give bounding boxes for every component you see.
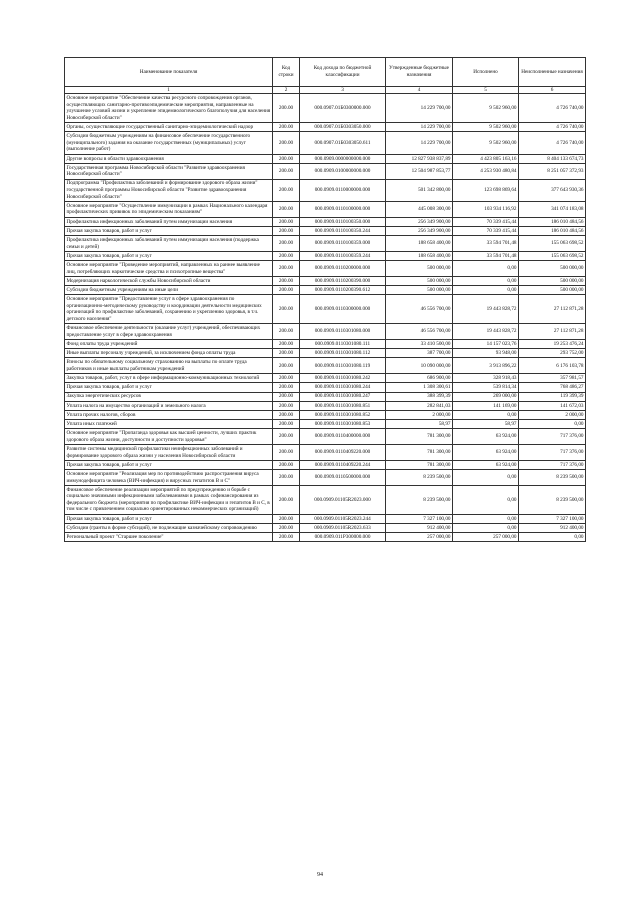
table-row bbox=[65, 470, 586, 486]
row-unexecuted: 0,00 bbox=[519, 533, 586, 542]
row-executed: 19 443 828,72 bbox=[453, 295, 519, 324]
table-row bbox=[65, 349, 586, 358]
row-unexecuted: 27 112 871,28 bbox=[519, 295, 586, 324]
row-line-code: 200.00 bbox=[273, 154, 300, 163]
row-approved: 8 239 500,00 bbox=[386, 485, 453, 514]
row-approved: 500 000,00 bbox=[386, 261, 453, 277]
row-approved: 10 090 000,00 bbox=[386, 358, 453, 374]
row-income-code: 000.0909.0000000000.000 bbox=[300, 154, 386, 163]
row-approved: 7 327 100,00 bbox=[386, 514, 453, 523]
row-income-code: 000.0909.01105R2023.244 bbox=[300, 514, 386, 523]
row-line-code: 200.00 bbox=[273, 132, 300, 154]
row-line-code: 200.00 bbox=[273, 324, 300, 340]
budget-table-container bbox=[64, 57, 585, 542]
table-row bbox=[65, 236, 586, 252]
row-unexecuted: 717 376,00 bbox=[519, 445, 586, 461]
table-row bbox=[65, 227, 586, 236]
row-line-code: 200.00 bbox=[273, 261, 300, 277]
row-executed: 269 000,00 bbox=[453, 392, 519, 401]
row-line-code: 200.00 bbox=[273, 514, 300, 523]
table-row bbox=[65, 460, 586, 469]
row-name: Уплата прочих налогов, сборов bbox=[65, 411, 273, 420]
row-executed: 63 924,00 bbox=[453, 460, 519, 469]
row-name: Субсидии бюджетным учреждениям на иные цели bbox=[65, 286, 273, 295]
row-executed: 4 423 805 163,16 bbox=[453, 154, 519, 163]
column-number: 5 bbox=[453, 86, 519, 94]
row-unexecuted: 8 251 057 372,93 bbox=[519, 163, 586, 179]
row-income-code: 000.0907.01Б0303050.611 bbox=[300, 132, 386, 154]
table-row bbox=[65, 411, 586, 420]
table-row bbox=[65, 154, 586, 163]
column-number-row bbox=[65, 86, 586, 94]
row-name: Органы, осуществляющие государственный санитарно-эпидемиологический надзор bbox=[65, 123, 273, 132]
table-row bbox=[65, 485, 586, 514]
table-row bbox=[65, 252, 586, 261]
row-line-code: 200.00 bbox=[273, 252, 300, 261]
row-name: Фонд оплаты труда учреждений bbox=[65, 340, 273, 349]
row-approved: 8 239 500,00 bbox=[386, 470, 453, 486]
row-line-code: 200.00 bbox=[273, 533, 300, 542]
row-executed: 0,00 bbox=[453, 261, 519, 277]
table-row bbox=[65, 276, 586, 285]
row-executed: 63 924,00 bbox=[453, 429, 519, 445]
row-line-code: 200.00 bbox=[273, 460, 300, 469]
column-number: 2 bbox=[273, 86, 300, 94]
row-name: Развитие системы медицинской профилактики неинфекционных заболеваний и формирование здорового образа жизни у населения Новосибирской области bbox=[65, 445, 273, 461]
row-approved: 501 342 800,00 bbox=[386, 179, 453, 201]
row-approved: 1 308 300,61 bbox=[386, 383, 453, 392]
row-income-code: 000.0909.0110301080.111 bbox=[300, 340, 386, 349]
row-unexecuted: 341 074 183,08 bbox=[519, 202, 586, 218]
row-name: Уплата иных платежей bbox=[65, 420, 273, 429]
row-name: Прочая закупка товаров, работ и услуг bbox=[65, 383, 273, 392]
row-line-code: 200.00 bbox=[273, 383, 300, 392]
row-income-code: 000.0909.0110500000.000 bbox=[300, 470, 386, 486]
column-number: 6 bbox=[519, 86, 586, 94]
row-name: Основное мероприятие "Предоставление услуг в сфере здравоохранения по организационно-методическому руководству и координации деятельности медицинских организаций по профилактике заболеваний, сохранению и укреплению здоровья, в т.ч. детского населения" bbox=[65, 295, 273, 324]
row-unexecuted: 119 399,39 bbox=[519, 392, 586, 401]
table-row bbox=[65, 429, 586, 445]
row-approved: 256 349 900,00 bbox=[386, 227, 453, 236]
header-line-code: Код строки bbox=[273, 58, 300, 87]
row-line-code: 200.00 bbox=[273, 236, 300, 252]
row-income-code: 000.0909.0110301080.853 bbox=[300, 420, 386, 429]
row-income-code: 000.0909.0110301080.112 bbox=[300, 349, 386, 358]
row-executed: 70 339 415,44 bbox=[453, 227, 519, 236]
row-executed: 33 594 701,48 bbox=[453, 252, 519, 261]
row-unexecuted: 19 253 476,24 bbox=[519, 340, 586, 349]
table-row bbox=[65, 261, 586, 277]
table-body bbox=[65, 94, 586, 542]
row-line-code: 200.00 bbox=[273, 392, 300, 401]
row-approved: 781 300,00 bbox=[386, 445, 453, 461]
row-income-code: 000.0909.0110301080.242 bbox=[300, 374, 386, 383]
row-executed: 3 913 896,22 bbox=[453, 358, 519, 374]
row-income-code: 000.0909.0110301080.000 bbox=[300, 324, 386, 340]
header-executed: Исполнено bbox=[453, 58, 519, 87]
column-number: 4 bbox=[386, 86, 453, 94]
row-income-code: 000.0909.0110301080.247 bbox=[300, 392, 386, 401]
row-name: Прочая закупка товаров, работ и услуг bbox=[65, 514, 273, 523]
row-executed: 123 698 869,64 bbox=[453, 179, 519, 201]
row-executed: 4 253 930 480,84 bbox=[453, 163, 519, 179]
row-unexecuted: 717 376,00 bbox=[519, 460, 586, 469]
row-name: Финансовое обеспечение деятельности (оказание услуг) учреждений, обеспечивающих предоставление услуг в сфере здравоохранения bbox=[65, 324, 273, 340]
row-name: Закупка товаров, работ, услуг в сфере информационно-коммуникационных технологий bbox=[65, 374, 273, 383]
budget-execution-table bbox=[64, 57, 586, 542]
row-line-code: 200.00 bbox=[273, 295, 300, 324]
row-name: Основное мероприятие "Пропаганда здоровья как высшей ценности, лучших практик здорового образа жизни, доступности и доступности здоровья" bbox=[65, 429, 273, 445]
table-row bbox=[65, 358, 586, 374]
row-name: Основное мероприятие "Проведение мероприятий, направленных на раннее выявление лиц, потребляющих наркотические средства и психотропные вещества" bbox=[65, 261, 273, 277]
row-executed: 9 502 960,00 bbox=[453, 132, 519, 154]
row-approved: 14 229 700,00 bbox=[386, 132, 453, 154]
row-unexecuted: 2 000,00 bbox=[519, 411, 586, 420]
row-name: Субсидии (гранты в форме субсидий), не подлежащие казначейскому сопровождению bbox=[65, 524, 273, 533]
row-line-code: 200.00 bbox=[273, 286, 300, 295]
row-approved: 14 229 700,00 bbox=[386, 123, 453, 132]
table-header-row bbox=[65, 58, 586, 87]
row-executed: 0,00 bbox=[453, 470, 519, 486]
row-line-code: 200.00 bbox=[273, 123, 300, 132]
row-unexecuted: 155 063 698,52 bbox=[519, 236, 586, 252]
row-approved: 188 658 400,00 bbox=[386, 236, 453, 252]
table-row bbox=[65, 392, 586, 401]
row-unexecuted: 377 643 930,36 bbox=[519, 179, 586, 201]
row-line-code: 200.00 bbox=[273, 227, 300, 236]
row-name: Другие вопросы в области здравоохранения bbox=[65, 154, 273, 163]
row-approved: 46 556 700,00 bbox=[386, 324, 453, 340]
row-income-code: 000.0909.01105R2023.000 bbox=[300, 485, 386, 514]
table-row bbox=[65, 163, 586, 179]
row-name: Подпрограмма "Профилактика заболеваний и формирование здорового образа жизни" государственной программы Новосибирской области "Развитие здравоохранения Новосибирской области" bbox=[65, 179, 273, 201]
row-income-code: 000.0909.0110400000.000 bbox=[300, 429, 386, 445]
row-name: Уплата налога на имущество организаций и земельного налога bbox=[65, 401, 273, 410]
row-income-code: 000.0909.011P300000.000 bbox=[300, 533, 386, 542]
row-income-code: 000.0909.0110301080.852 bbox=[300, 411, 386, 420]
row-unexecuted: 4 726 740,00 bbox=[519, 132, 586, 154]
table-row bbox=[65, 286, 586, 295]
row-approved: 500 000,00 bbox=[386, 276, 453, 285]
table-row bbox=[65, 202, 586, 218]
row-approved: 388 399,39 bbox=[386, 392, 453, 401]
row-unexecuted: 8 404 133 674,73 bbox=[519, 154, 586, 163]
table-row bbox=[65, 340, 586, 349]
table-row bbox=[65, 401, 586, 410]
row-line-code: 200.00 bbox=[273, 163, 300, 179]
row-executed: 0,00 bbox=[453, 485, 519, 514]
row-approved: 912 400,00 bbox=[386, 524, 453, 533]
row-income-code: 000.0909.0110100359.244 bbox=[300, 252, 386, 261]
row-approved: 445 008 300,00 bbox=[386, 202, 453, 218]
header-approved: Утвержденные бюджетные назначения bbox=[386, 58, 453, 87]
row-executed: 33 594 701,48 bbox=[453, 236, 519, 252]
row-name: Взносы по обязательному социальному страхованию на выплаты по оплате труда работников и иные выплаты работникам учреждений bbox=[65, 358, 273, 374]
row-executed: 0,00 bbox=[453, 411, 519, 420]
row-unexecuted: 186 010 484,56 bbox=[519, 217, 586, 226]
row-executed: 9 502 960,00 bbox=[453, 123, 519, 132]
row-name: Государственная программа Новосибирской области "Развитие здравоохранения Новосибирской области" bbox=[65, 163, 273, 179]
table-row bbox=[65, 324, 586, 340]
row-executed: 0,00 bbox=[453, 286, 519, 295]
row-approved: 257 000,00 bbox=[386, 533, 453, 542]
row-executed: 63 924,00 bbox=[453, 445, 519, 461]
row-name: Основное мероприятие "Реализация мер по противодействию распространения вируса иммунодефицита человека (ВИЧ-инфекция) и вирусных гепатитов В и С" bbox=[65, 470, 273, 486]
row-line-code: 200.00 bbox=[273, 485, 300, 514]
row-name: Прочая закупка товаров, работ и услуг bbox=[65, 227, 273, 236]
row-approved: 33 410 500,00 bbox=[386, 340, 453, 349]
row-line-code: 200.00 bbox=[273, 524, 300, 533]
row-name: Прочая закупка товаров, работ и услуг bbox=[65, 460, 273, 469]
row-approved: 46 556 700,00 bbox=[386, 295, 453, 324]
row-line-code: 200.00 bbox=[273, 445, 300, 461]
row-approved: 781 300,00 bbox=[386, 429, 453, 445]
header-income-code: Код дохода по бюджетной классификации bbox=[300, 58, 386, 87]
row-line-code: 200.00 bbox=[273, 411, 300, 420]
row-approved: 188 658 400,00 bbox=[386, 252, 453, 261]
row-executed: 141 169,00 bbox=[453, 401, 519, 410]
table-row bbox=[65, 533, 586, 542]
row-approved: 58,97 bbox=[386, 420, 453, 429]
row-executed: 0,00 bbox=[453, 276, 519, 285]
row-executed: 328 918,43 bbox=[453, 374, 519, 383]
row-income-code: 000.0909.0110100000.000 bbox=[300, 202, 386, 218]
row-line-code: 200.00 bbox=[273, 401, 300, 410]
row-name: Модернизация наркологической службы Новосибирской области bbox=[65, 276, 273, 285]
row-line-code: 200.00 bbox=[273, 94, 300, 123]
table-row bbox=[65, 217, 586, 226]
table-row bbox=[65, 445, 586, 461]
row-name: Прочая закупка товаров, работ и услуг bbox=[65, 252, 273, 261]
row-approved: 500 000,00 bbox=[386, 286, 453, 295]
row-unexecuted: 357 981,57 bbox=[519, 374, 586, 383]
row-approved: 12 504 987 853,77 bbox=[386, 163, 453, 179]
row-approved: 387 700,00 bbox=[386, 349, 453, 358]
row-executed: 58,97 bbox=[453, 420, 519, 429]
row-unexecuted: 4 726 740,00 bbox=[519, 94, 586, 123]
row-line-code: 200.00 bbox=[273, 349, 300, 358]
row-income-code: 000.0909.0110200000.000 bbox=[300, 261, 386, 277]
row-unexecuted: 0,00 bbox=[519, 420, 586, 429]
row-name: Основное мероприятие "Осуществление иммунизации в рамках Национального календаря профилактических прививок по эпидемическим показаниям" bbox=[65, 202, 273, 218]
row-unexecuted: 768 486,27 bbox=[519, 383, 586, 392]
row-unexecuted: 155 063 698,52 bbox=[519, 252, 586, 261]
row-name: Финансовое обеспечение реализации мероприятий по предупреждению и борьбе с социально значимыми инфекционными заболеваниями в рамках софинансирования из федерального бюджета (мероприятия по профилактике ВИЧ-инфекции и гепатитов В и С, в том числе с привлечением социально ориентированных некоммерческих организаций) bbox=[65, 485, 273, 514]
row-line-code: 200.00 bbox=[273, 470, 300, 486]
row-income-code: 000.0909.01105R2023.633 bbox=[300, 524, 386, 533]
row-unexecuted: 7 327 100,00 bbox=[519, 514, 586, 523]
row-executed: 70 339 415,44 bbox=[453, 217, 519, 226]
row-income-code: 000.0909.0110409220.244 bbox=[300, 460, 386, 469]
row-unexecuted: 500 000,00 bbox=[519, 261, 586, 277]
row-executed: 93 948,00 bbox=[453, 349, 519, 358]
row-income-code: 000.0909.0110100359.000 bbox=[300, 236, 386, 252]
table-row bbox=[65, 420, 586, 429]
row-line-code: 200.00 bbox=[273, 358, 300, 374]
row-name: Субсидии бюджетным учреждениям на финансовое обеспечение государственного (муниципального) задания на оказание государственных (муниципальных) услуг (выполнение работ) bbox=[65, 132, 273, 154]
row-income-code: 000.0909.0110301080.851 bbox=[300, 401, 386, 410]
row-line-code: 200.00 bbox=[273, 374, 300, 383]
table-row bbox=[65, 295, 586, 324]
row-name: Основное мероприятие "Обеспечение качества ресурсного сопровождения органов, осуществляющих санитарно-противоэпидемические мероприятия, направленные на улучшение условий жизни и укрепление эпидемиологического благополучия для населения Новосибирской области" bbox=[65, 94, 273, 123]
row-approved: 12 827 938 837,89 bbox=[386, 154, 453, 163]
row-name: Иные выплаты персоналу учреждений, за исключением фонда оплаты труда bbox=[65, 349, 273, 358]
table-row bbox=[65, 132, 586, 154]
row-line-code: 200.00 bbox=[273, 202, 300, 218]
row-unexecuted: 8 239 500,00 bbox=[519, 470, 586, 486]
row-income-code: 000.0909.0110300000.000 bbox=[300, 295, 386, 324]
row-unexecuted: 912 400,00 bbox=[519, 524, 586, 533]
table-row bbox=[65, 374, 586, 383]
row-income-code: 000.0909.0110000000.000 bbox=[300, 179, 386, 201]
row-income-code: 000.0909.0110100350.000 bbox=[300, 217, 386, 226]
row-unexecuted: 500 000,00 bbox=[519, 286, 586, 295]
table-row bbox=[65, 94, 586, 123]
row-executed: 9 502 960,00 bbox=[453, 94, 519, 123]
row-unexecuted: 500 000,00 bbox=[519, 276, 586, 285]
row-executed: 257 000,00 bbox=[453, 533, 519, 542]
row-approved: 781 300,00 bbox=[386, 460, 453, 469]
row-name: Профилактика инфекционных заболеваний путем иммунизации населения bbox=[65, 217, 273, 226]
row-unexecuted: 27 112 871,28 bbox=[519, 324, 586, 340]
header-indicator-name: Наименование показателя bbox=[65, 58, 273, 87]
row-income-code: 000.0907.01Б0303050.000 bbox=[300, 123, 386, 132]
row-executed: 14 157 023,76 bbox=[453, 340, 519, 349]
row-line-code: 200.00 bbox=[273, 340, 300, 349]
table-row bbox=[65, 123, 586, 132]
row-line-code: 200.00 bbox=[273, 429, 300, 445]
row-approved: 256 349 900,00 bbox=[386, 217, 453, 226]
row-name: Закупка энергетических ресурсов bbox=[65, 392, 273, 401]
table-row bbox=[65, 514, 586, 523]
row-line-code: 200.00 bbox=[273, 179, 300, 201]
row-income-code: 000.0909.0110100350.244 bbox=[300, 227, 386, 236]
row-income-code: 000.0909.0110200390.000 bbox=[300, 276, 386, 285]
row-executed: 539 814,34 bbox=[453, 383, 519, 392]
row-executed: 0,00 bbox=[453, 524, 519, 533]
row-approved: 686 900,00 bbox=[386, 374, 453, 383]
row-line-code: 200.00 bbox=[273, 420, 300, 429]
row-income-code: 000.0909.0110301080.244 bbox=[300, 383, 386, 392]
row-line-code: 200.00 bbox=[273, 217, 300, 226]
row-name: Региональный проект "Старшее поколение" bbox=[65, 533, 273, 542]
row-income-code: 000.0909.0100000000.000 bbox=[300, 163, 386, 179]
row-unexecuted: 4 726 740,00 bbox=[519, 123, 586, 132]
row-unexecuted: 293 752,00 bbox=[519, 349, 586, 358]
row-unexecuted: 186 010 484,56 bbox=[519, 227, 586, 236]
row-income-code: 000.0907.01Б0300000.000 bbox=[300, 94, 386, 123]
row-income-code: 000.0909.0110409220.000 bbox=[300, 445, 386, 461]
row-executed: 103 934 116,92 bbox=[453, 202, 519, 218]
row-unexecuted: 141 672,03 bbox=[519, 401, 586, 410]
table-row bbox=[65, 524, 586, 533]
row-approved: 2 000,00 bbox=[386, 411, 453, 420]
row-line-code: 200.00 bbox=[273, 276, 300, 285]
row-income-code: 000.0909.0110200390.612 bbox=[300, 286, 386, 295]
column-number: 1 bbox=[65, 86, 273, 94]
row-executed: 19 443 828,72 bbox=[453, 324, 519, 340]
header-unexecuted: Неисполненные назначения bbox=[519, 58, 586, 87]
row-approved: 282 841,03 bbox=[386, 401, 453, 410]
table-row bbox=[65, 383, 586, 392]
row-name: Профилактика инфекционных заболеваний путем иммунизации населения (поддержка семьи и детей) bbox=[65, 236, 273, 252]
row-income-code: 000.0909.0110301080.119 bbox=[300, 358, 386, 374]
table-row bbox=[65, 179, 586, 201]
row-approved: 14 229 700,00 bbox=[386, 94, 453, 123]
row-executed: 0,00 bbox=[453, 514, 519, 523]
row-unexecuted: 6 176 103,78 bbox=[519, 358, 586, 374]
row-unexecuted: 8 239 500,00 bbox=[519, 485, 586, 514]
page-number: 94 bbox=[317, 872, 323, 878]
row-unexecuted: 717 376,00 bbox=[519, 429, 586, 445]
column-number: 3 bbox=[300, 86, 386, 94]
